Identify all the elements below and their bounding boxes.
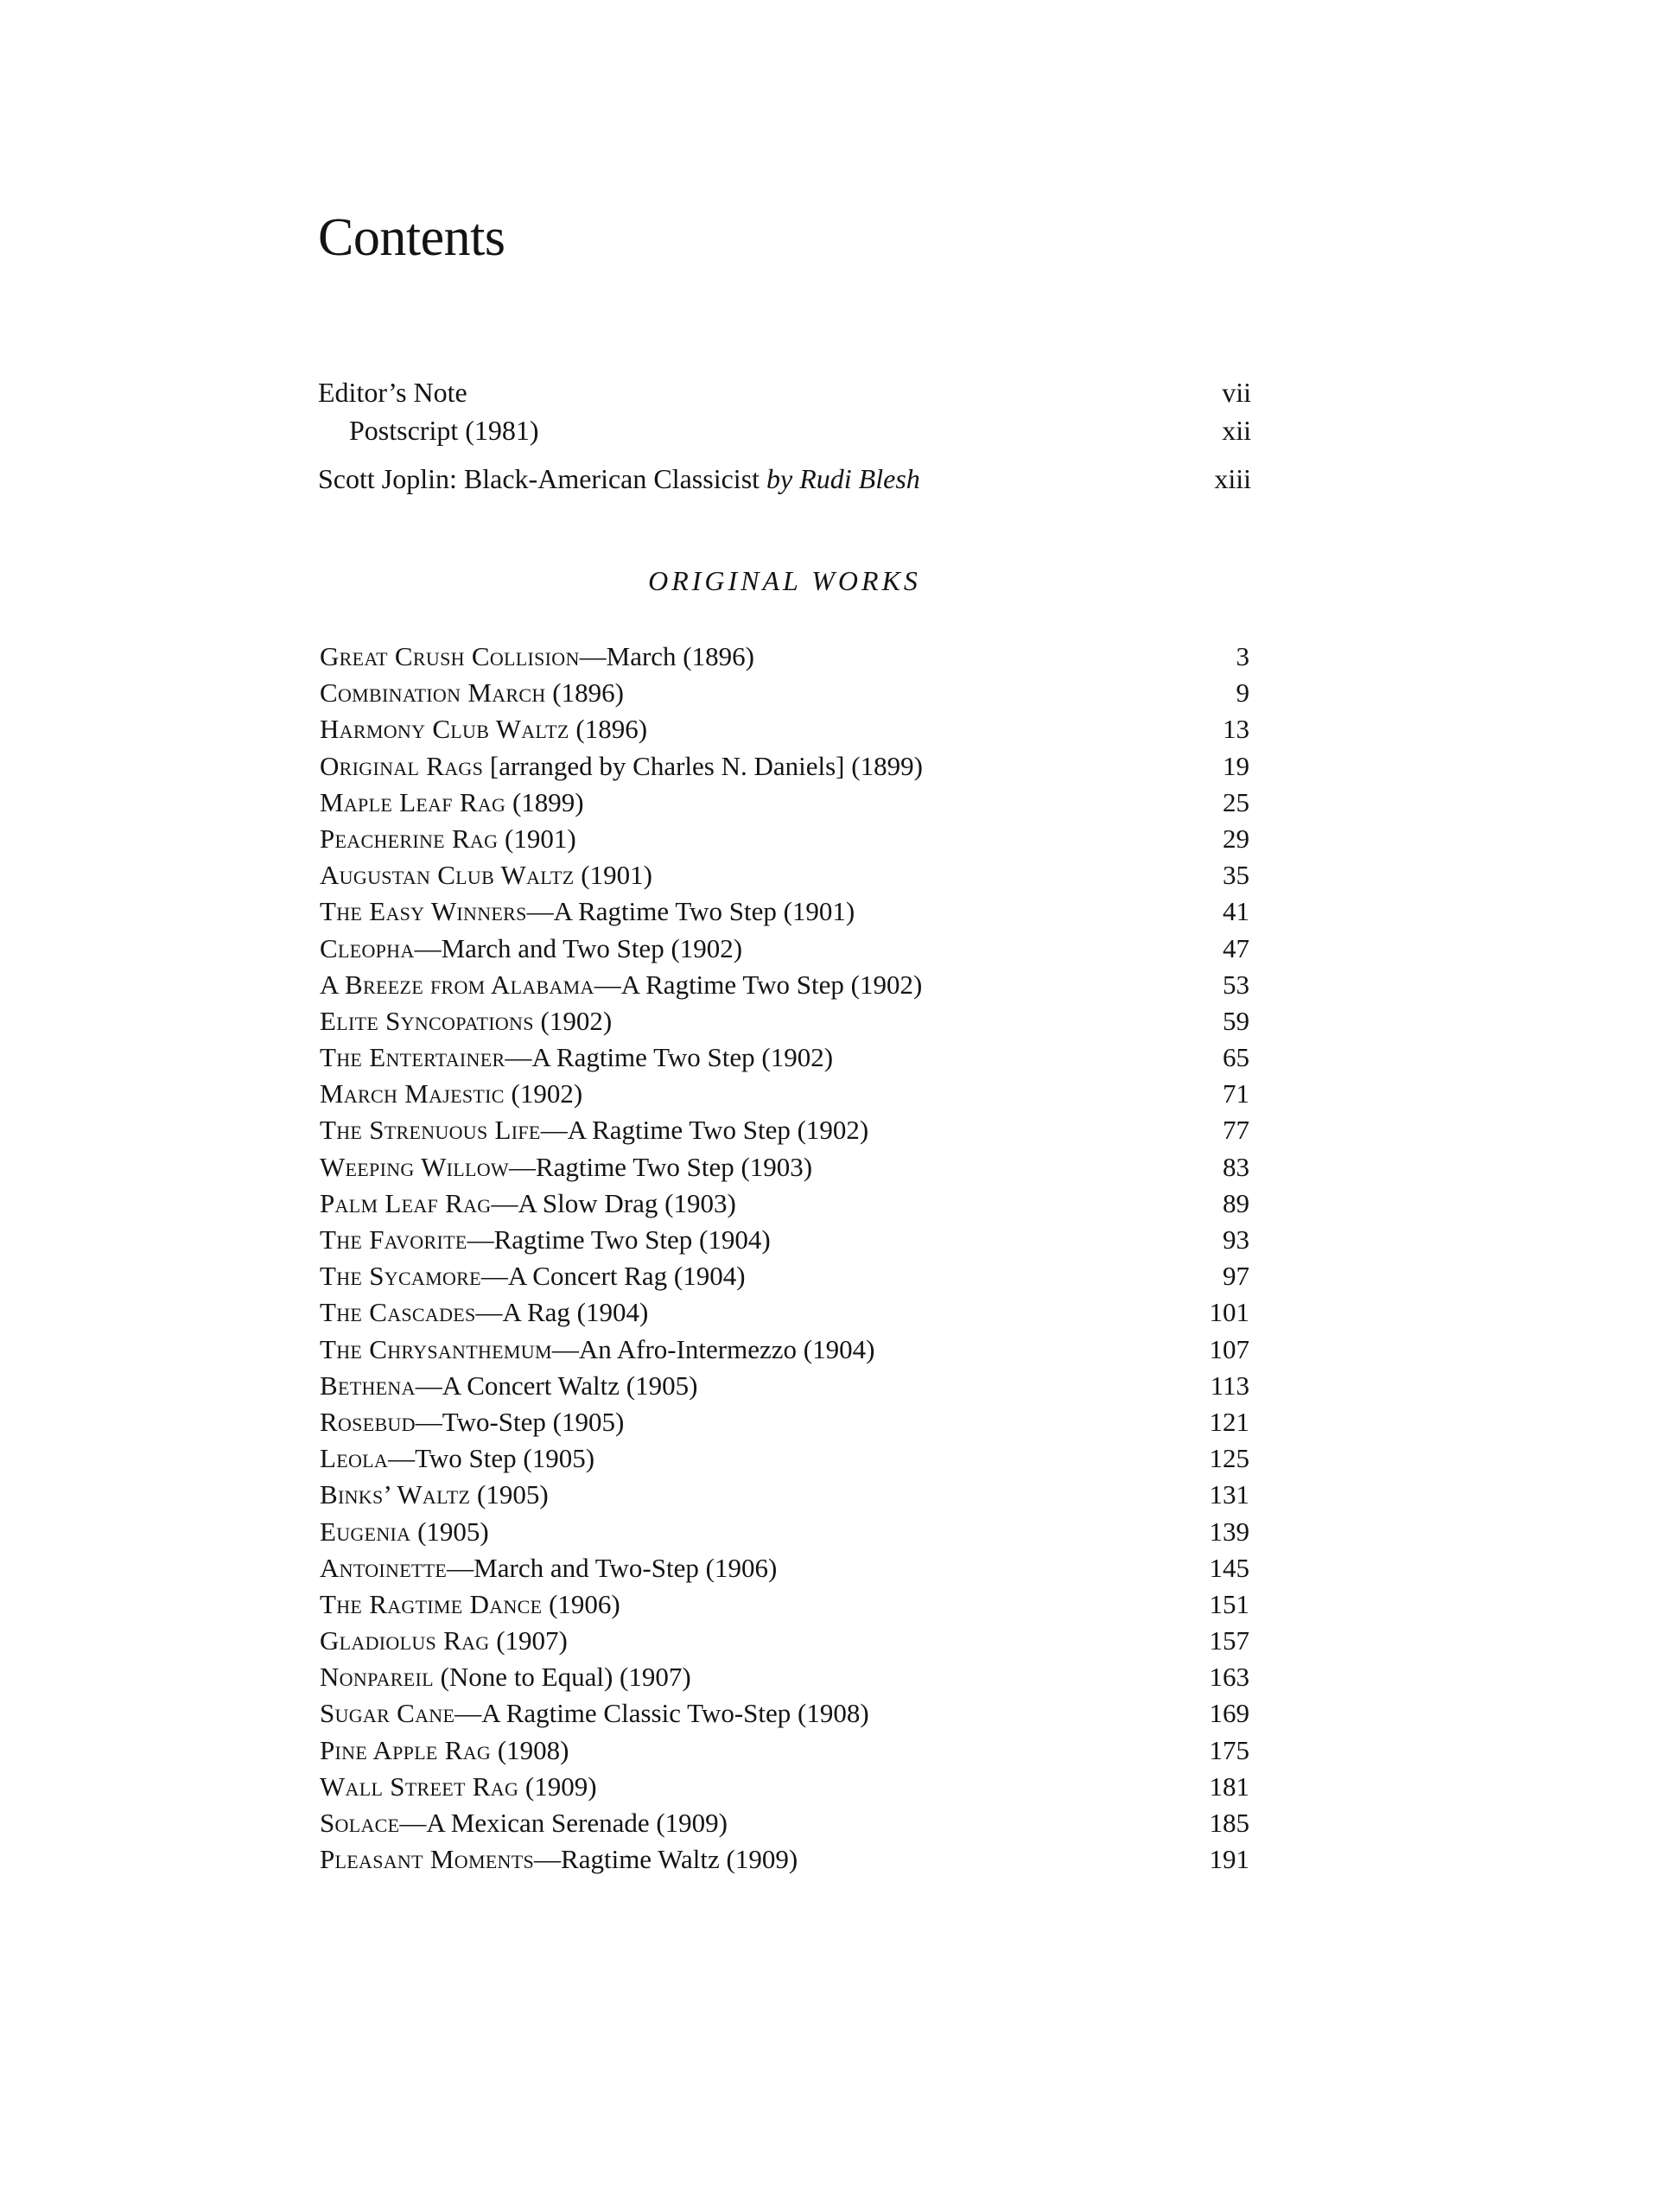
work-subtitle: —A Ragtime Two Step (1902) — [505, 1042, 834, 1073]
work-name: The Easy Winners — [320, 896, 527, 927]
entry-title — [320, 1115, 868, 1146]
entry-page-number: 151 — [1209, 1588, 1249, 1619]
entry-page-number: 107 — [1209, 1333, 1249, 1364]
entry-title — [320, 1443, 594, 1474]
work-subtitle: —A Ragtime Classic Two-Step (1908) — [454, 1698, 869, 1729]
entry-page-number: 19 — [1223, 750, 1249, 781]
page-title: Contents — [318, 208, 505, 267]
work-name: Great Crush Collision — [320, 641, 580, 671]
entry-page-number: 13 — [1223, 714, 1249, 745]
work-name: Weeping Willow — [320, 1151, 509, 1182]
work-subtitle: (1901) — [498, 823, 576, 854]
contents-entry[interactable] — [320, 1370, 1249, 1407]
work-name: Gladiolus Rag — [320, 1625, 490, 1656]
work-name: The Entertainer — [320, 1042, 505, 1073]
entry-page-number: xii — [1222, 415, 1251, 446]
entry-page-number: vii — [1222, 377, 1251, 408]
work-name: Harmony Club Waltz — [320, 714, 569, 745]
entry-title — [320, 896, 855, 927]
entry-title — [320, 1297, 648, 1328]
entry-title — [320, 1735, 569, 1766]
work-subtitle: —Two Step (1905) — [388, 1443, 595, 1474]
entry-page-number: 71 — [1223, 1078, 1249, 1109]
work-subtitle: —An Afro-Intermezzo (1904) — [551, 1333, 875, 1364]
work-name: Combination March — [320, 677, 546, 709]
entry-page-number: 53 — [1223, 969, 1249, 1000]
entry-title — [320, 1224, 771, 1255]
work-subtitle: (1905) — [470, 1479, 549, 1510]
work-name: The Strenuous Life — [320, 1115, 541, 1146]
work-subtitle: —A Rag (1904) — [475, 1297, 649, 1328]
work-name: Cleopha — [320, 932, 415, 963]
entry-title — [320, 1589, 620, 1620]
work-subtitle: [arranged by Charles N. Daniels] (1899) — [483, 750, 923, 781]
entry-page-number: 121 — [1209, 1406, 1249, 1437]
entry-title — [320, 1553, 777, 1584]
work-subtitle: —March and Two-Step (1906) — [447, 1552, 778, 1583]
work-name: The Sycamore — [320, 1261, 481, 1292]
contents-entry[interactable] — [320, 1261, 1249, 1297]
work-name: Maple Leaf Rag — [320, 786, 506, 817]
contents-entry[interactable] — [320, 1553, 1249, 1589]
work-name: The Chrysanthemum — [320, 1333, 552, 1364]
entry-title — [320, 1625, 568, 1656]
contents-entry[interactable] — [320, 1808, 1249, 1844]
contents-entry[interactable] — [320, 1735, 1249, 1771]
entry-page-number: 175 — [1209, 1734, 1249, 1765]
entry-page-number: 101 — [1209, 1297, 1249, 1328]
entry-title — [320, 751, 923, 782]
work-name: Bethena — [320, 1370, 416, 1401]
entry-page-number: 35 — [1223, 860, 1249, 891]
work-name: Elite Syncopations — [320, 1005, 534, 1036]
entry-title — [320, 1078, 582, 1109]
entry-title — [320, 1479, 549, 1510]
entry-title — [320, 1188, 736, 1219]
entry-page-number: 169 — [1209, 1698, 1249, 1729]
contents-entry[interactable] — [320, 1006, 1249, 1042]
work-name: Pleasant Moments — [320, 1844, 535, 1875]
entry-page-number: 97 — [1223, 1261, 1249, 1292]
contents-entry[interactable] — [320, 1078, 1249, 1115]
contents-entry[interactable] — [320, 1334, 1249, 1370]
entry-title — [320, 714, 647, 745]
entry-title — [320, 787, 584, 818]
work-subtitle: (1905) — [410, 1516, 489, 1547]
contents-entry[interactable] — [320, 1297, 1249, 1333]
contents-entry[interactable] — [320, 896, 1249, 932]
work-subtitle: (1901) — [574, 860, 652, 891]
entry-page-number: 145 — [1209, 1552, 1249, 1583]
contents-entry[interactable] — [320, 1188, 1249, 1224]
work-name: Nonpareil — [320, 1662, 434, 1693]
entry-page-number: xiii — [1214, 463, 1251, 494]
work-name: The Cascades — [320, 1297, 476, 1328]
entry-page-number: 77 — [1223, 1115, 1249, 1146]
entry-page-number: 89 — [1223, 1187, 1249, 1218]
entry-title — [320, 1407, 624, 1438]
entry-page-number: 59 — [1223, 1005, 1249, 1036]
entry-page-number: 191 — [1209, 1844, 1249, 1875]
work-name: A Breeze from Alabama — [320, 969, 594, 1000]
work-name: Original Rags — [320, 750, 484, 781]
entry-page-number: 113 — [1210, 1370, 1249, 1401]
contents-entry[interactable] — [320, 1224, 1249, 1261]
entry-page-number: 163 — [1209, 1662, 1249, 1693]
entry-page-number: 29 — [1223, 823, 1249, 854]
contents-entry[interactable] — [320, 969, 1249, 1006]
work-subtitle: —A Ragtime Two Step (1902) — [594, 969, 923, 1000]
work-name: Peacherine Rag — [320, 823, 499, 854]
entry-page-number: 125 — [1209, 1443, 1249, 1474]
entry-page-number: 181 — [1209, 1770, 1249, 1802]
work-subtitle: —March (1896) — [579, 641, 754, 671]
contents-entry[interactable] — [320, 1662, 1249, 1698]
entry-page-number: 9 — [1236, 677, 1249, 709]
work-subtitle: (1896) — [569, 714, 648, 745]
work-subtitle: —March and Two Step (1902) — [414, 932, 743, 963]
work-name: Augustan Club Waltz — [320, 860, 575, 891]
entry-page-number: 83 — [1223, 1151, 1249, 1182]
entry-title: Postscript (1981) — [349, 415, 539, 446]
entry-page-number: 47 — [1223, 932, 1249, 963]
work-subtitle: —Ragtime Two Step (1903) — [508, 1151, 813, 1182]
work-name: Rosebud — [320, 1406, 416, 1437]
works-list — [320, 641, 1249, 1880]
front-matter-entry[interactable] — [318, 415, 1251, 449]
entry-title — [320, 1006, 612, 1037]
contents-entry[interactable] — [320, 860, 1249, 896]
contents-entry[interactable] — [320, 714, 1249, 750]
contents-entry[interactable] — [320, 1698, 1249, 1734]
work-subtitle: (1909) — [518, 1770, 597, 1802]
work-name: Wall Street Rag — [320, 1770, 519, 1802]
entry-page-number: 3 — [1236, 641, 1249, 671]
contents-entry[interactable] — [320, 933, 1249, 969]
entry-title — [320, 1662, 691, 1693]
entry-title — [320, 823, 576, 855]
entry-title-group — [318, 463, 920, 495]
contents-entry[interactable] — [320, 787, 1249, 823]
work-name: Eugenia — [320, 1516, 411, 1547]
contents-entry[interactable] — [320, 1771, 1249, 1808]
contents-entry[interactable] — [320, 823, 1249, 860]
work-subtitle: —A Mexican Serenade (1909) — [399, 1808, 728, 1838]
work-subtitle: —Ragtime Waltz (1909) — [534, 1844, 798, 1875]
entry-title — [320, 1261, 746, 1292]
work-subtitle: —Ragtime Two Step (1904) — [467, 1224, 771, 1255]
work-subtitle: —A Concert Rag (1904) — [480, 1261, 746, 1292]
entry-page-number: 65 — [1223, 1042, 1249, 1073]
entry-title — [320, 969, 922, 1001]
work-subtitle: (1908) — [491, 1734, 569, 1765]
work-subtitle: —A Slow Drag (1903) — [491, 1187, 736, 1218]
contents-entry[interactable] — [320, 1516, 1249, 1553]
work-subtitle: —Two-Step (1905) — [415, 1406, 625, 1437]
entry-title — [320, 860, 652, 891]
entry-title — [320, 1370, 697, 1402]
work-name: Binks’ Waltz — [320, 1479, 471, 1510]
contents-entry[interactable] — [320, 641, 1249, 677]
section-heading: ORIGINAL WORKS — [648, 565, 921, 596]
entry-page-number: 25 — [1223, 786, 1249, 817]
work-subtitle: (1902) — [504, 1078, 583, 1109]
work-subtitle: —A Concert Waltz (1905) — [415, 1370, 698, 1401]
work-name: Antoinette — [320, 1552, 448, 1583]
contents-entry[interactable] — [320, 751, 1249, 787]
entry-page-number: 93 — [1223, 1224, 1249, 1255]
work-name: Leola — [320, 1443, 389, 1474]
contents-entry[interactable] — [320, 1625, 1249, 1662]
work-name: March Majestic — [320, 1078, 505, 1109]
work-subtitle: (1907) — [489, 1625, 568, 1656]
entry-title — [320, 1771, 597, 1802]
entry-title: Scott Joplin: Black-American Classicist — [318, 463, 760, 494]
work-subtitle: (None to Equal) (1907) — [433, 1662, 691, 1693]
entry-title — [320, 677, 624, 709]
work-subtitle: (1902) — [533, 1005, 613, 1036]
entry-title — [320, 1698, 869, 1729]
front-matter-entry[interactable] — [318, 463, 1251, 498]
work-subtitle: (1899) — [505, 786, 584, 817]
entry-page-number: 41 — [1223, 896, 1249, 927]
contents-entry[interactable] — [320, 1479, 1249, 1516]
contents-entry[interactable] — [320, 677, 1249, 714]
entry-page-number: 139 — [1209, 1516, 1249, 1547]
contents-entry[interactable] — [320, 1042, 1249, 1078]
work-subtitle: (1906) — [542, 1588, 620, 1619]
contents-entry[interactable] — [320, 1844, 1249, 1880]
work-name: Solace — [320, 1808, 400, 1838]
contents-entry[interactable] — [320, 1115, 1249, 1151]
contents-entry[interactable] — [320, 1589, 1249, 1625]
entry-title — [320, 1808, 728, 1839]
work-subtitle: (1896) — [545, 677, 624, 709]
work-name: The Favorite — [320, 1224, 467, 1255]
entry-title — [320, 1516, 489, 1548]
entry-title — [320, 1042, 833, 1073]
entry-author: by Rudi Blesh — [766, 463, 920, 494]
entry-title — [320, 1152, 812, 1183]
front-matter-entry[interactable] — [318, 377, 1251, 411]
entry-title — [320, 1844, 798, 1875]
entry-title — [320, 1334, 874, 1365]
contents-entry[interactable] — [320, 1152, 1249, 1188]
work-name: Sugar Cane — [320, 1698, 455, 1729]
entry-title: Editor’s Note — [318, 377, 467, 408]
entry-title — [320, 641, 754, 672]
contents-entry[interactable] — [320, 1443, 1249, 1479]
work-subtitle: —A Ragtime Two Step (1901) — [526, 896, 855, 927]
entry-title — [320, 933, 742, 964]
work-name: Palm Leaf Rag — [320, 1187, 492, 1218]
work-name: Pine Apple Rag — [320, 1734, 492, 1765]
entry-page-number: 185 — [1209, 1808, 1249, 1838]
entry-page-number: 157 — [1209, 1625, 1249, 1656]
contents-entry[interactable] — [320, 1407, 1249, 1443]
entry-page-number: 131 — [1209, 1479, 1249, 1510]
work-name: The Ragtime Dance — [320, 1588, 543, 1619]
work-subtitle: —A Ragtime Two Step (1902) — [540, 1115, 869, 1146]
